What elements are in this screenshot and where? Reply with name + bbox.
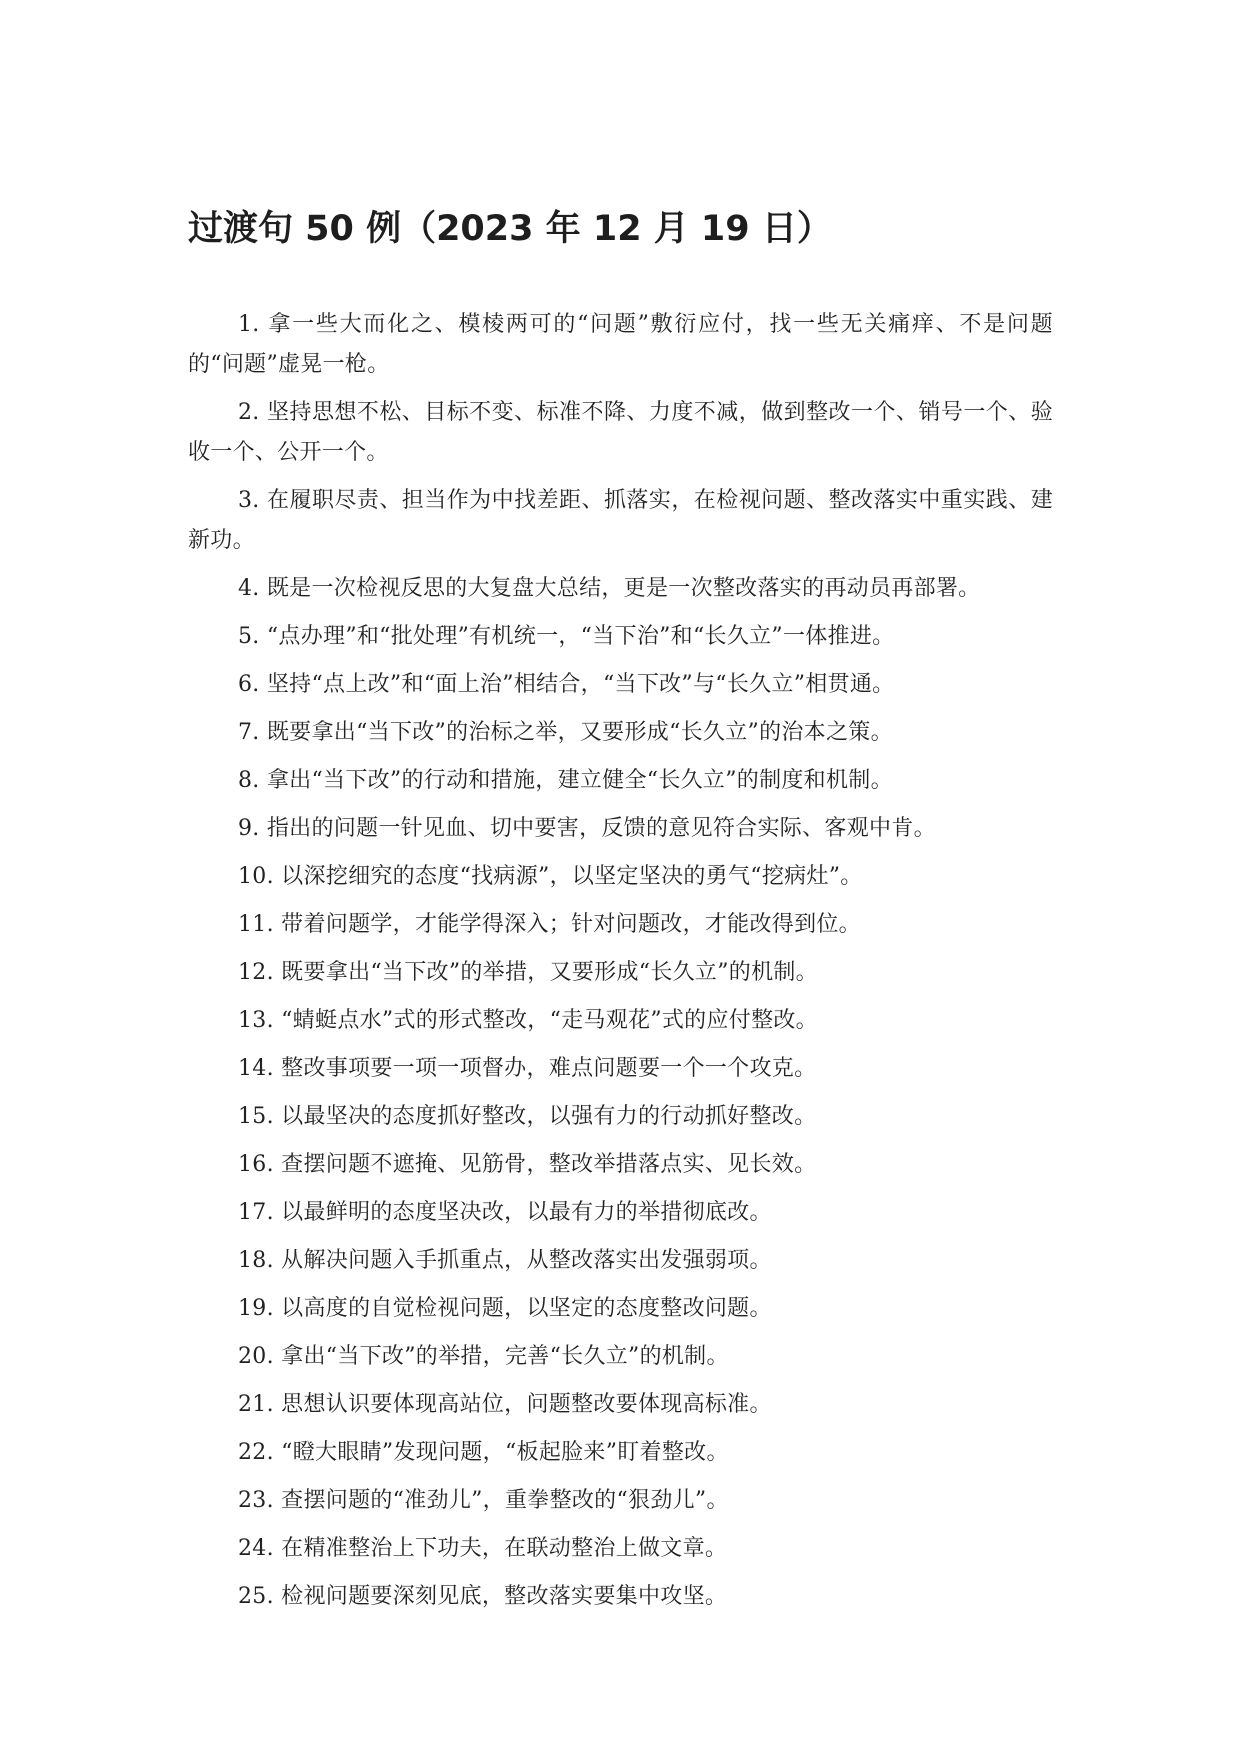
list-item: 7. 既要拿出“当下改”的治标之举，又要形成“长久立”的治本之策。 <box>238 720 893 745</box>
list-item: 8. 拿出“当下改”的行动和措施，建立健全“长久立”的制度和机制。 <box>238 768 893 793</box>
list-item: 15. 以最坚决的态度抓好整改，以强有力的行动抓好整改。 <box>238 1104 817 1129</box>
list-item: 24. 在精准整治上下功夫，在联动整治上做文章。 <box>238 1536 728 1561</box>
list-item: 10. 以深挖细究的态度“找病源”，以坚定坚决的勇气“挖病灶”。 <box>238 864 863 889</box>
list-item: 18. 从解决问题入手抓重点，从整改落实出发强弱项。 <box>238 1248 772 1273</box>
list-item: 13. “蜻蜓点水”式的形式整改，“走马观花”式的应付整改。 <box>238 1008 818 1033</box>
list-item: 22. “瞪大眼睛”发现问题，“板起脸来”盯着整改。 <box>238 1440 729 1465</box>
list-item: 17. 以最鲜明的态度坚决改，以最有力的举措彻底改。 <box>238 1200 772 1225</box>
list-item: 23. 查摆问题的“准劲儿”，重拳整改的“狠劲儿”。 <box>238 1488 729 1513</box>
list-item: 16. 查摆问题不遮掩、见筋骨，整改举措落点实、见长效。 <box>238 1152 817 1177</box>
list-item: 20. 拿出“当下改”的举措，完善“长久立”的机制。 <box>238 1344 729 1369</box>
item-list <box>188 305 1053 1625</box>
list-item: 14. 整改事项要一项一项督办，难点问题要一个一个攻克。 <box>238 1056 817 1081</box>
list-item: 9. 指出的问题一针见血、切中要害，反馈的意见符合实际、客观中肯。 <box>238 816 936 841</box>
list-item: 21. 思想认识要体现高站位，问题整改要体现高标准。 <box>238 1392 772 1417</box>
list-item: 3. 在履职尽责、担当作为中找差距、抓落实，在检视问题、整改落实中重实践、建新功。 <box>188 488 1053 553</box>
list-item: 11. 带着问题学，才能学得深入；针对问题改，才能改得到位。 <box>238 912 861 937</box>
list-item: 6. 坚持“点上改”和“面上治”相结合，“当下改”与“长久立”相贯通。 <box>238 672 895 697</box>
list-item: 4. 既是一次检视反思的大复盘大总结，更是一次整改落实的再动员再部署。 <box>238 576 981 601</box>
list-item: 12. 既要拿出“当下改”的举措，又要形成“长久立”的机制。 <box>238 960 818 985</box>
document-title: 过渡句 50 例（2023 年 12 月 19 日） <box>188 209 832 249</box>
list-item: 25. 检视问题要深刻见底，整改落实要集中攻坚。 <box>238 1584 728 1609</box>
list-item: 2. 坚持思想不松、目标不变、标准不降、力度不减，做到整改一个、销号一个、验收一个、公开一个。 <box>188 400 1053 465</box>
list-item: 5. “点办理”和“批处理”有机统一，“当下治”和“长久立”一体推进。 <box>238 624 895 649</box>
list-item: 19. 以高度的自觉检视问题，以坚定的态度整改问题。 <box>238 1296 772 1321</box>
list-item: 1. 拿一些大而化之、模棱两可的“问题”敷衍应付，找一些无关痛痒、不是问题的“问题”虚晃一枪。 <box>188 312 1053 377</box>
